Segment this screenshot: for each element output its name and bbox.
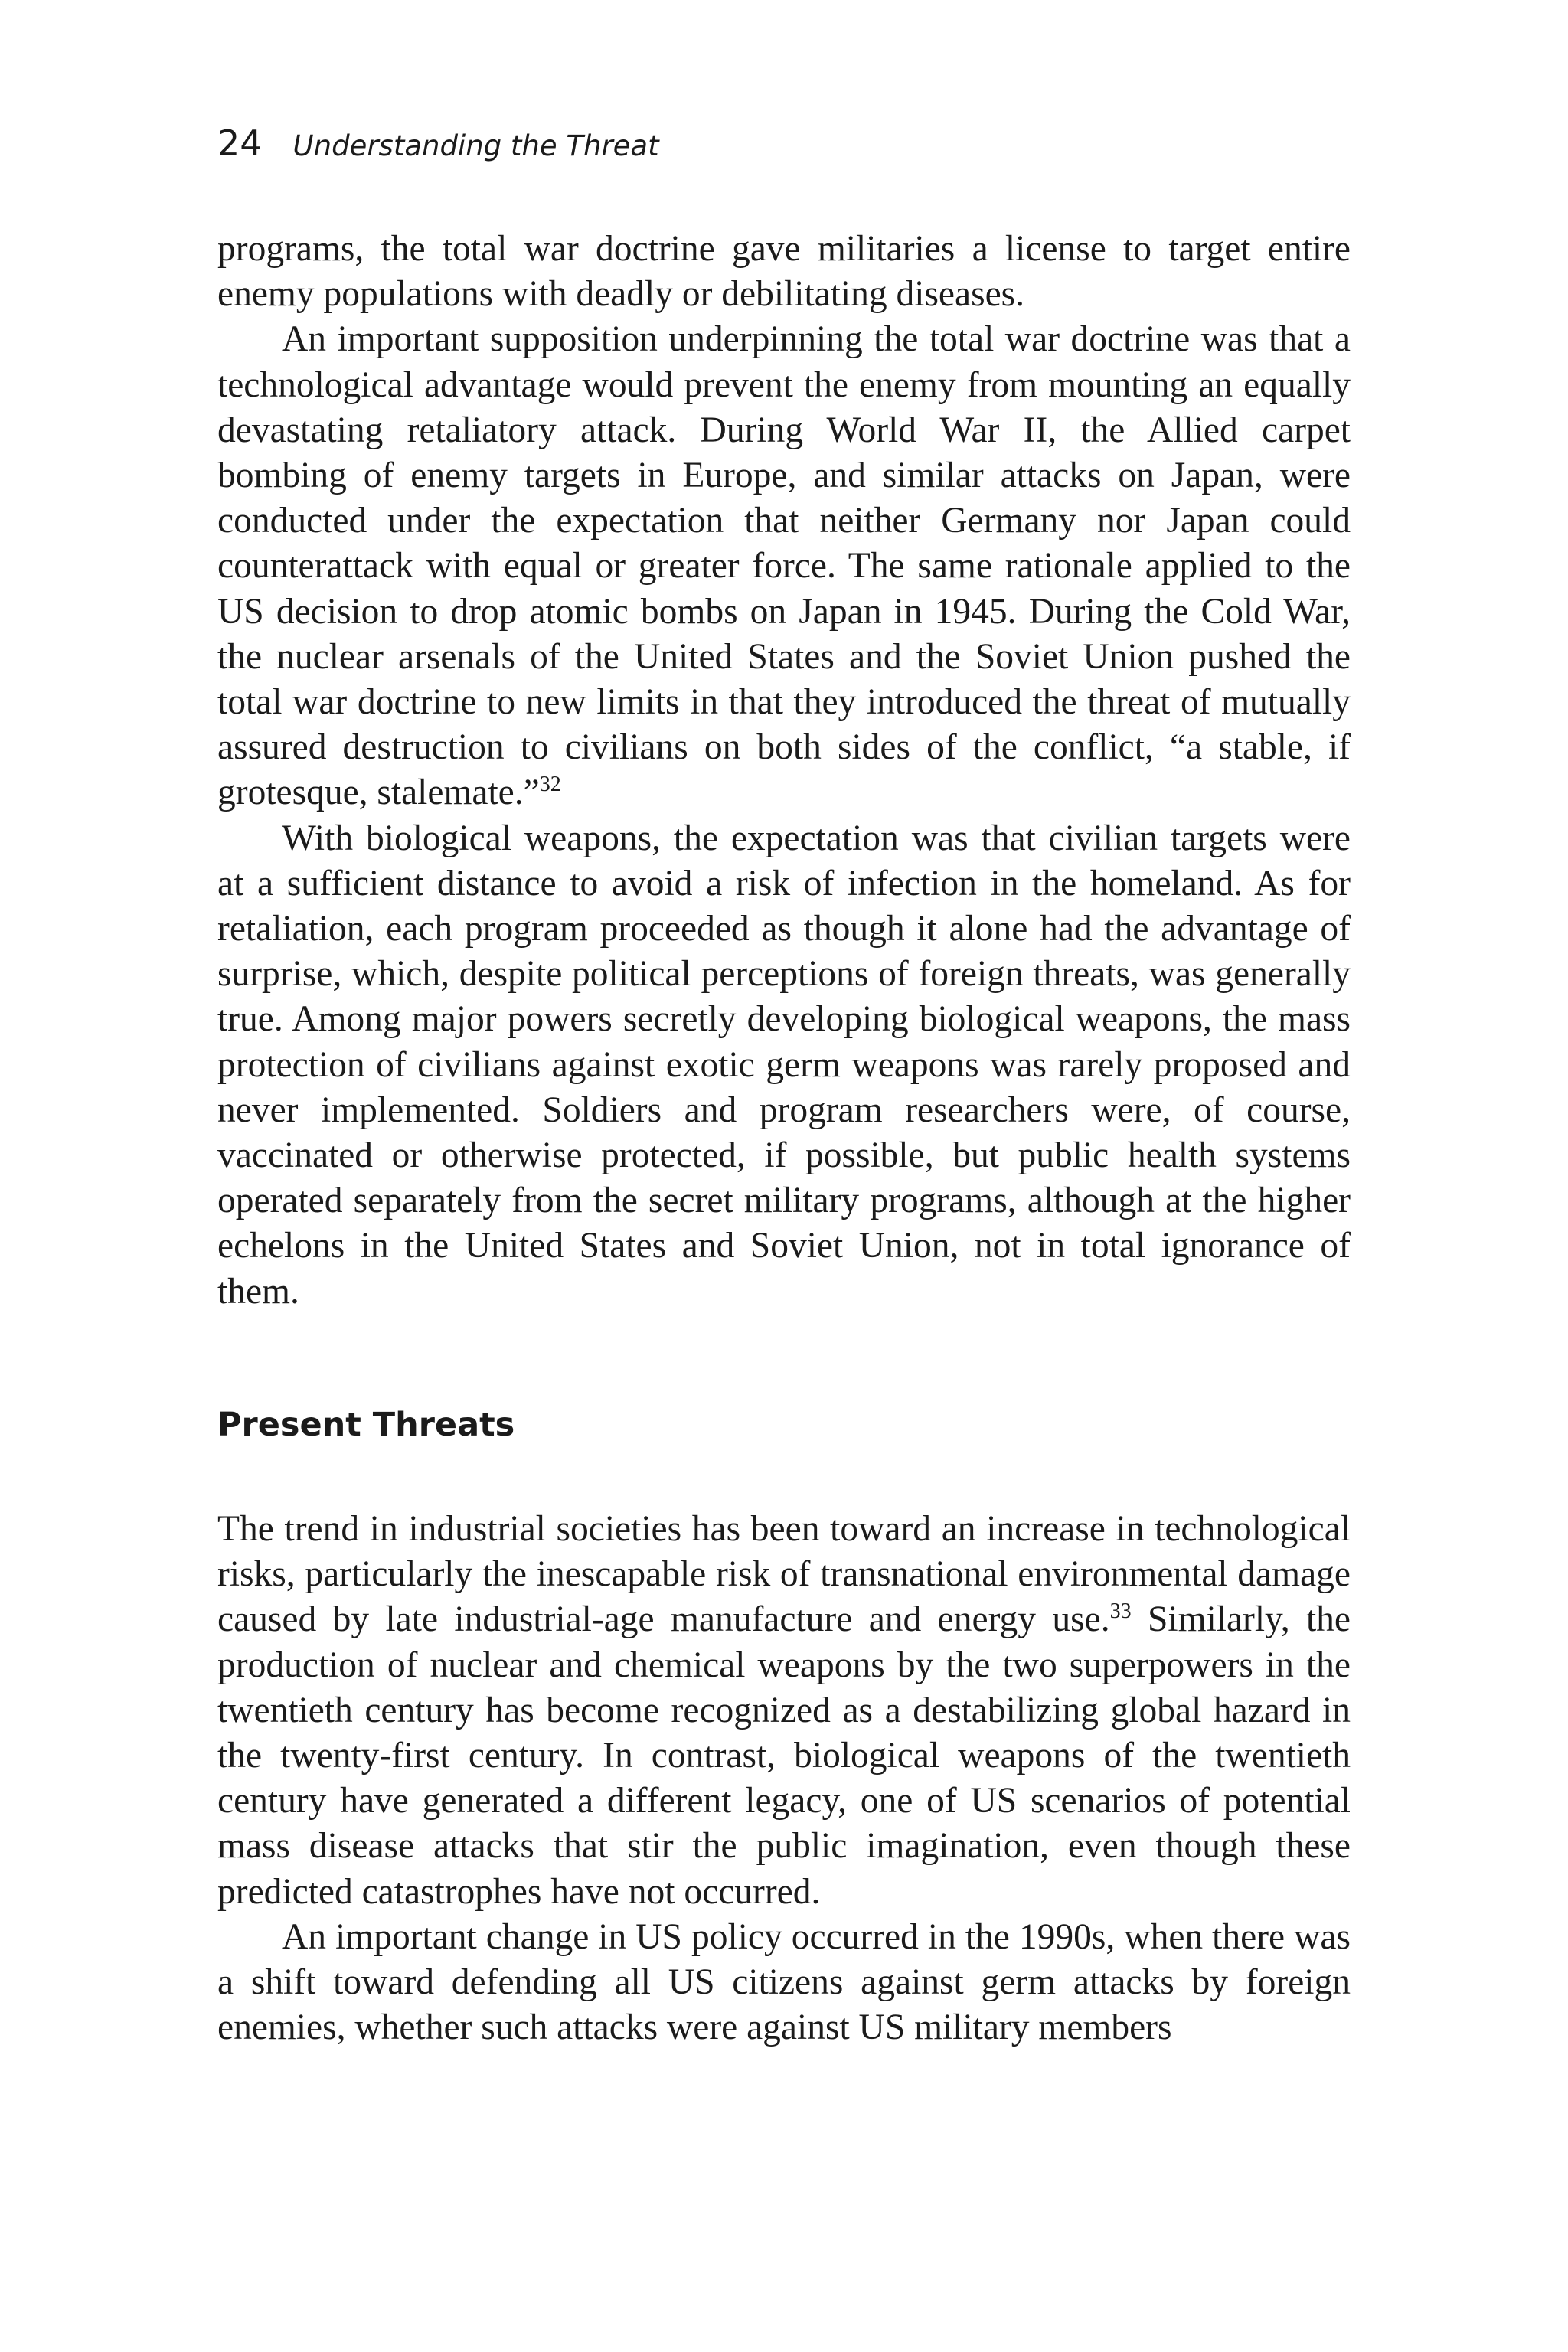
page-number: 24 [217, 122, 263, 164]
paragraph-3-text: With biological weapons, the expectation was that civilian targets were at a sufficient distance to avoid a risk of infection in the homeland. As for retaliation, each program proceeded as though it alone had the advantage of surprise, which, despite political perceptions of foreign threats, was generally true. Among major powers secretly developing biological weapons, the mass protection of civilians against exotic germ weapons was rarely proposed and never implemented. Soldiers and program researchers were, of course, vaccinated or otherwise protected, if possible, but public health systems operated separately from the secret military programs, although at the higher echelons in the United States and Soviet Union, not in total ignorance of them. [217, 818, 1351, 1312]
paragraph-3 [217, 816, 1351, 1315]
paragraph-5-text: An important change in US policy occurred in the 1990s, when there was a shift toward defending all US citizens against germ attacks by foreign enemies, whether such attacks were against US military members [217, 1916, 1351, 2048]
paragraph-4-text: The trend in industrial societies has been toward an increase in technological risks, particularly the inescapable risk of transnational environmental damage caused by late industrial-age manufacture and energy use. [217, 1509, 1351, 1640]
body-text-section-1 [217, 227, 1351, 1315]
footnote-ref-33[interactable]: 33 [1109, 1599, 1132, 1624]
running-head [217, 122, 659, 164]
paragraph-2 [217, 317, 1351, 815]
paragraph-5 [217, 1915, 1351, 2051]
paragraph-1 [217, 227, 1351, 317]
body-text-section-2 [217, 1507, 1351, 2050]
section-heading: Present Threats [217, 1406, 515, 1444]
running-head-title: Understanding the Threat [292, 129, 659, 162]
paragraph-4-continued-text: Similarly, the production of nuclear and chemical weapons by the two superpowers in the twentieth century has become recognized as a destabilizing global hazard in the twenty-first century. In contrast, biological weapons of the twentieth century have generated a different legacy, one of US scenarios of potential mass disease attacks that stir the public imagination, even though these predicted catastrophes have not occurred. [217, 1599, 1351, 1912]
paragraph-4 [217, 1507, 1351, 1915]
paragraph-2-text: An important supposition underpinning the total war doctrine was that a technological advantage would prevent the enemy from mounting an equally devastating retaliatory attack. During World War II, the Allied carpet bombing of enemy targets in Europe, and similar attacks on Japan, were conducted under the expectation that neither Germany nor Japan could counterattack with equal or greater force. The same rationale applied to the US decision to drop atomic bombs on Japan in 1945. During the Cold War, the nuclear arsenals of the United States and the Soviet Union pushed the total war doctrine to new limits in that they introduced the threat of mutually assured destruction to civilians on both sides of the conflict, “a stable, if grotesque, stalemate.” [217, 319, 1351, 813]
paragraph-1-text: programs, the total war doctrine gave militaries a license to target entire enemy populations with deadly or debilitating diseases. [217, 229, 1351, 315]
footnote-ref-32[interactable]: 32 [539, 773, 561, 797]
